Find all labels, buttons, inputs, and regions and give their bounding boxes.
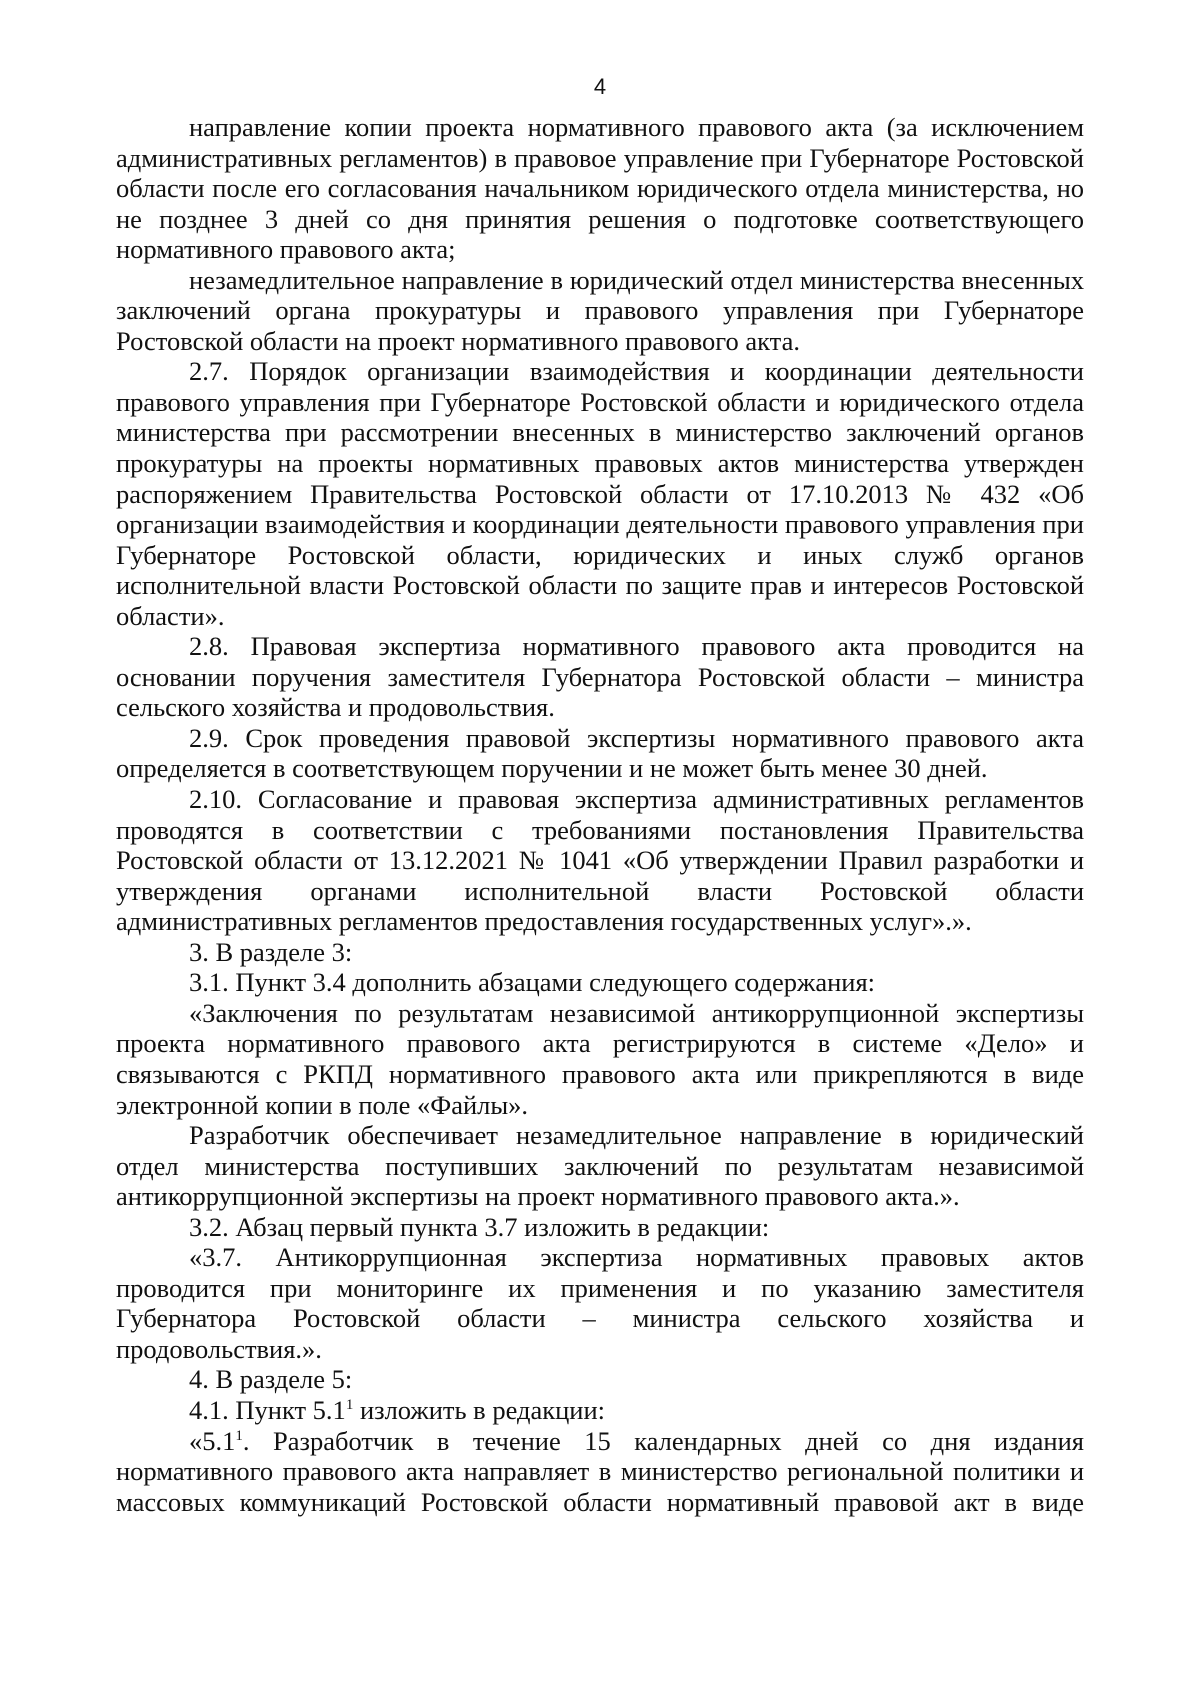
paragraph-2-8: 2.8. Правовая экспертиза нормативного правового акта проводится на основании поручения заместителя Губернатора Ростовской области – министра сельского хозяйства и продовольствия. [116, 631, 1084, 723]
paragraph-4-1-text-before: 4.1. Пункт 5.1 [189, 1394, 346, 1425]
paragraph-section-4: 4. В разделе 5: [189, 1364, 353, 1395]
paragraph-4-1-superscript: 1 [345, 1397, 354, 1414]
paragraph-5-1-text-before: «5.1 [189, 1425, 236, 1456]
paragraph-conclusions-registration: «Заключения по результатам независимой антикоррупционной экспертизы проекта нормативного правового акта регистрируются в системе «Дело» и связываются с РКПД нормативного правового акта или прикрепляются в виде электронной копии в поле «Файлы». [116, 997, 1084, 1120]
paragraph-3-2: 3.2. Абзац первый пункта 3.7 изложить в редакции: [189, 1211, 770, 1242]
paragraph-5-1-superscript: 1 [235, 1427, 243, 1444]
paragraph-5-1-quote [116, 1426, 1084, 1518]
paragraph-developer-ensures: Разработчик обеспечивает незамедлительное направление в юридический отдел министерства поступивших заключений по результатам независимой антикоррупционной экспертизы на проект нормативного правового акта.». [116, 1120, 1084, 1212]
page-number: 4 [593, 74, 607, 99]
paragraph-immediate-direction: незамедлительное направление в юридический отдел министерства внесенных заключений органа прокуратуры и правового управления при Губернаторе Ростовской области на проект нормативного правового акта. [116, 264, 1084, 356]
paragraph-4-1-text-after: изложить в редакции: [353, 1394, 606, 1425]
document-body [116, 112, 1084, 1517]
paragraph-5-1-text-after: . Разработчик в течение 15 календарных дней со дня издания нормативного правового акта направляет в министерство региональной политики и массовых коммуникаций Ростовской области нормативный правовой акт в виде [116, 1425, 1084, 1517]
paragraph-4-1 [116, 1395, 1084, 1426]
paragraph-2-10: 2.10. Согласование и правовая экспертиза административных регламентов проводятся в соответствии с требованиями постановления Правительства Ростовской области от 13.12.2021 № 1041 «Об утверждении Правил разработки и утверждения органами исполнительной власти Ростовской области административных регламентов предоставления государственных услуг».». [116, 784, 1084, 937]
paragraph-2-9: 2.9. Срок проведения правовой экспертизы нормативного правового акта определяется в соответствующем поручении и не может быть менее 30 дней. [116, 722, 1084, 784]
paragraph-3-1: 3.1. Пункт 3.4 дополнить абзацами следующего содержания: [189, 967, 876, 998]
paragraph-3-7-quote: «3.7. Антикоррупционная экспертиза нормативных правовых актов проводится при мониторинге их применения и по указанию заместителя Губернатора Ростовской области – министра сельского хозяйства и продовольствия.». [116, 1242, 1084, 1364]
paragraph-section-3: 3. В разделе 3: [189, 936, 353, 967]
paragraph-continuation: направление копии проекта нормативного правового акта (за исключением административных регламентов) в правовое управление при Губернаторе Ростовской области после его согласования начальником юридического отдела министерства, но не позднее 3 дней со дня принятия решения о подготовке соответствующего нормативного правового акта; [116, 112, 1084, 265]
paragraph-2-7: 2.7. Порядок организации взаимодействия и координации деятельности правового управления при Губернаторе Ростовской области и юридического отдела министерства при рассмотрении внесенных в министерство заключений органов прокуратуры на проекты нормативных правовых актов министерства утвержден распоряжением Правительства Ростовской области от 17.10.2013 № 432 «Об организации взаимодействия и координации деятельности правового управления при Губернаторе Ростовской области, юридических и иных служб органов исполнительной власти Ростовской области по защите прав и интересов Ростовской области». [116, 356, 1084, 631]
